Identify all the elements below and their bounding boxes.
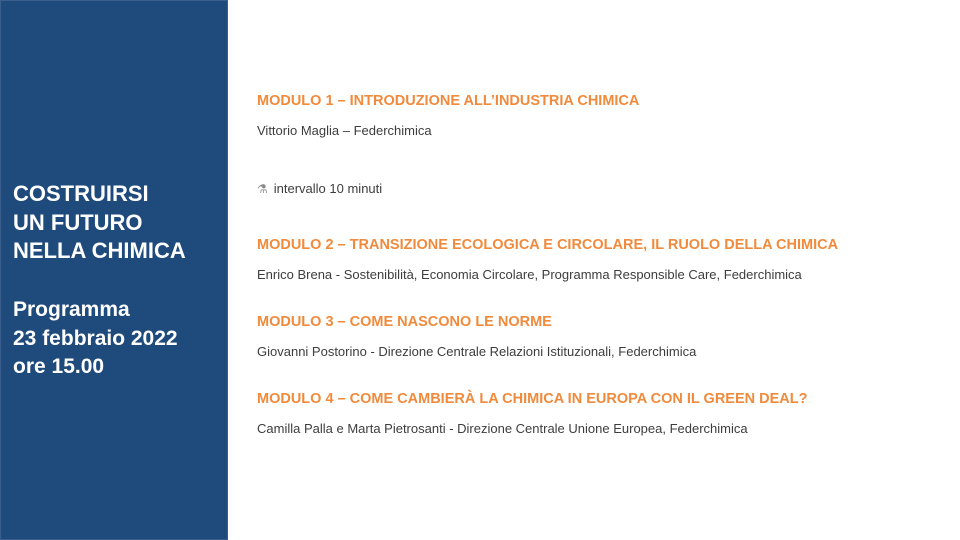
program-info [13, 296, 178, 382]
program-date: 23 febbraio 2022 [13, 326, 178, 350]
sidebar-panel [0, 0, 228, 540]
program-label: Programma [13, 298, 130, 321]
module-3-title: MODULO 3 – COME NASCONO LE NORME [257, 314, 552, 330]
module-1-speaker: Vittorio Maglia – Federchimica [257, 123, 432, 138]
flask-icon: ⚗ [257, 182, 268, 196]
module-2-speaker: Enrico Brena - Sostenibilità, Economia Circolare, Programma Responsible Care, Federchimica [257, 267, 802, 282]
event-title-line: COSTRUIRSI [13, 181, 149, 206]
module-3-speaker: Giovanni Postorino - Direzione Centrale Relazioni Istituzionali, Federchimica [257, 344, 697, 359]
event-title-line: NELLA CHIMICA [13, 238, 186, 263]
program-time: ore 15.00 [13, 355, 105, 378]
module-1-title: MODULO 1 – INTRODUZIONE ALL’INDUSTRIA CHIMICA [257, 93, 640, 109]
break-label: intervallo 10 minuti [273, 181, 383, 196]
event-title [13, 180, 223, 266]
break-item [257, 181, 382, 196]
module-4-title: MODULO 4 – COME CAMBIERÀ LA CHIMICA IN EUROPA CON IL GREEN DEAL? [257, 391, 808, 407]
module-2-title: MODULO 2 – TRANSIZIONE ECOLOGICA E CIRCOLARE, IL RUOLO DELLA CHIMICA [257, 237, 839, 253]
event-title-line: UN FUTURO [13, 209, 143, 235]
module-4-speaker: Camilla Palla e Marta Pietrosanti - Direzione Centrale Unione Europea, Federchimica [257, 421, 748, 436]
